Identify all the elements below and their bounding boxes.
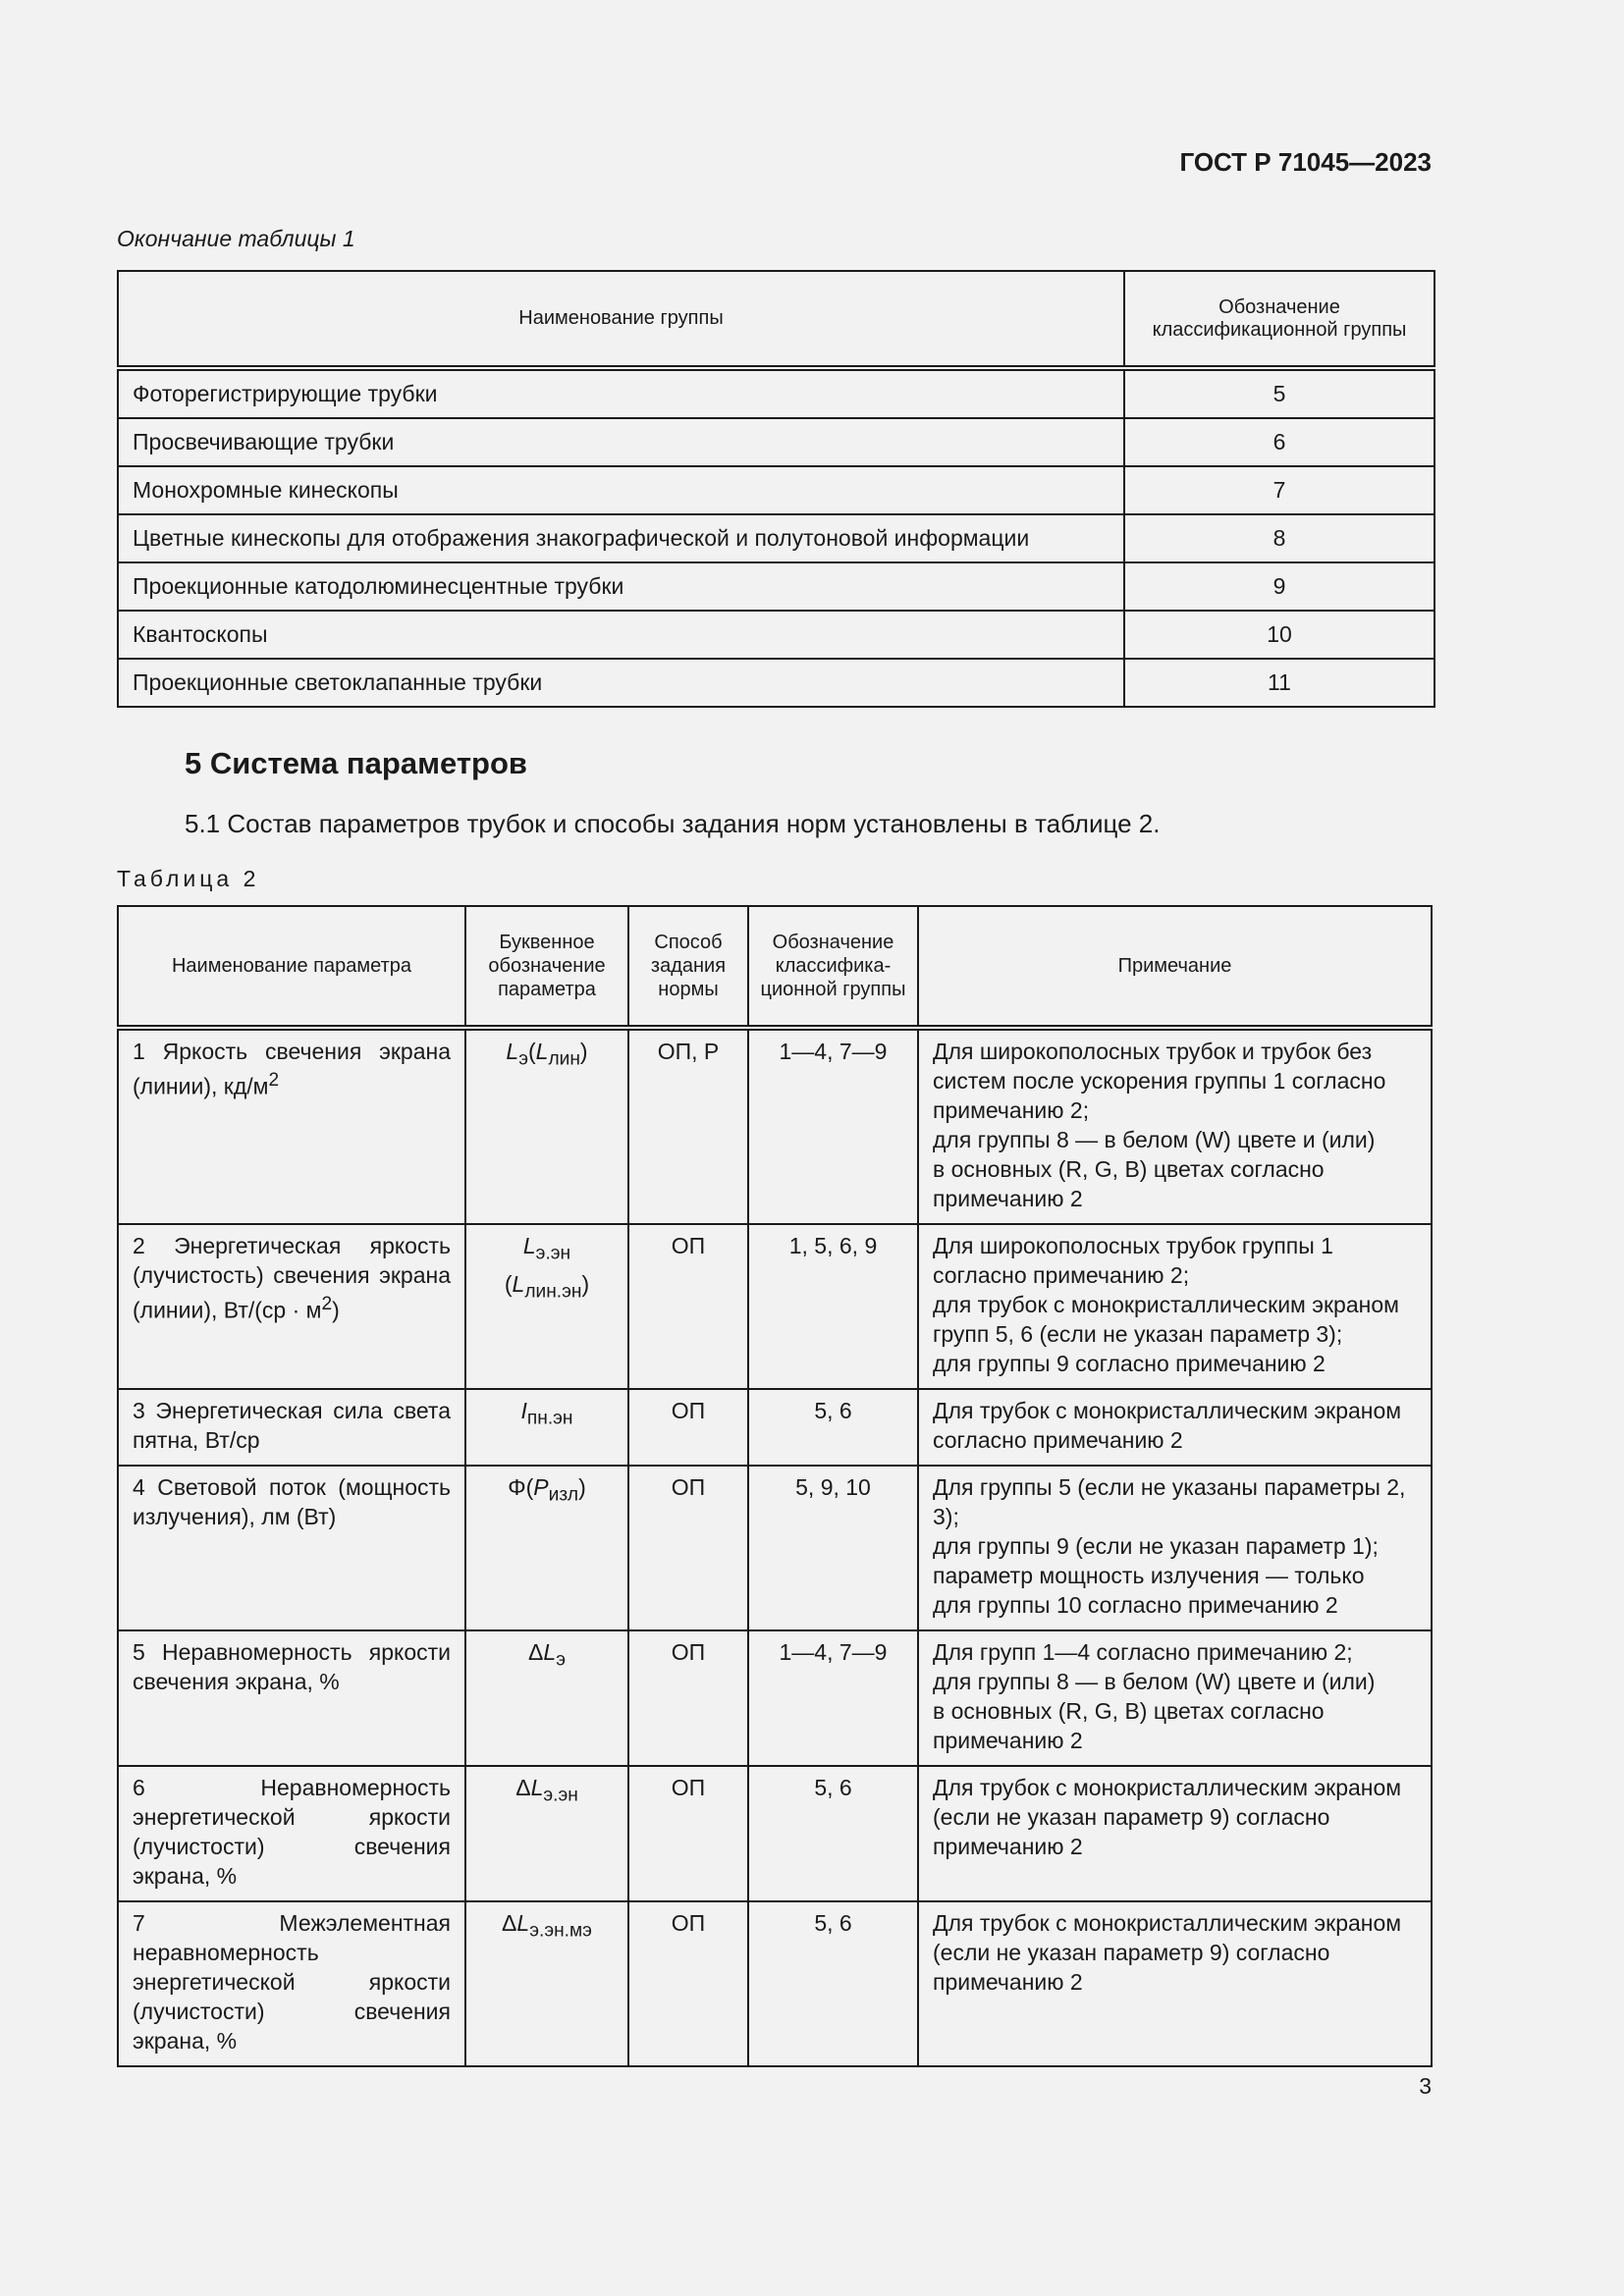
- section-heading: 5 Система параметров: [185, 746, 527, 780]
- symbol-letter: L: [530, 1775, 544, 1800]
- parameter-name-cell: [118, 1766, 465, 1901]
- parameter-symbol-cell: [465, 1901, 628, 2066]
- symbol-subscript: пн.эн: [526, 1408, 573, 1429]
- group-name-cell: Проекционные катодолюминесцентные трубки: [118, 562, 1124, 611]
- symbol-prefix: Δ: [515, 1775, 531, 1800]
- table-row: [118, 1630, 1432, 1766]
- group-code-cell: 6: [1124, 418, 1435, 466]
- table-row: [118, 1224, 1432, 1389]
- table2-header-note: Примечание: [918, 906, 1432, 1028]
- parameter-name: 6 Неравномерность энергетической яркости (лучистости) свечения экрана, %: [133, 1775, 451, 1889]
- note-line: Для широкополосных трубок группы 1 согласно примечанию 2;: [933, 1233, 1333, 1288]
- note-line: систем после ускорения группы 1 согласно примечанию 2;: [933, 1068, 1386, 1123]
- symbol-paren-open: (: [525, 1474, 534, 1500]
- table-row: [118, 514, 1435, 562]
- note-cell: [918, 1901, 1432, 2066]
- group-name-cell: Фоторегистрирующие трубки: [118, 368, 1124, 418]
- table2-header-method: Способ задания нормы: [628, 906, 748, 1028]
- class-group-cell: 5, 9, 10: [748, 1466, 918, 1630]
- class-group-cell: 5, 6: [748, 1766, 918, 1901]
- note-line: для трубок с монокристаллическим экраном групп 5, 6 (если не указан параметр 3);: [933, 1292, 1399, 1347]
- symbol-subscript: э.эн: [535, 1243, 571, 1264]
- group-code-cell: 8: [1124, 514, 1435, 562]
- parameter-symbol-cell: [465, 1389, 628, 1466]
- group-name-cell: Цветные кинескопы для отображения знакографической и полутоновой информации: [118, 514, 1124, 562]
- group-name-cell: Просвечивающие трубки: [118, 418, 1124, 466]
- note-line: Для широкополосных трубок и трубок без: [933, 1039, 1373, 1064]
- symbol-paren-open: (: [527, 1039, 536, 1064]
- symbol-subscript-alt: изл: [548, 1484, 579, 1506]
- parameter-symbol: [508, 1474, 586, 1506]
- parameter-symbol: [515, 1775, 578, 1806]
- symbol-subscript-alt: лин: [548, 1048, 580, 1070]
- note-cell: [918, 1766, 1432, 1901]
- symbol-paren-close: ): [578, 1474, 586, 1500]
- parameter-name: 4 Световой поток (мощность излучения), лм (Вт): [133, 1474, 451, 1529]
- note-cell: [918, 1028, 1432, 1224]
- norm-method-cell: ОП: [628, 1901, 748, 2066]
- note-line: для группы 9 согласно примечанию 2: [933, 1351, 1326, 1376]
- document-code: ГОСТ Р 71045—2023: [1179, 147, 1432, 177]
- parameter-symbol-cell: [465, 1766, 628, 1901]
- note-line: в основных (R, G, B) цветах согласно примечанию 2: [933, 1698, 1325, 1753]
- table-row: [118, 368, 1435, 418]
- note-line: для группы 10 согласно примечанию 2: [933, 1592, 1338, 1618]
- table2-header-groups: Обозначение классифика-ционной группы: [748, 906, 918, 1028]
- table-2: [117, 905, 1433, 2067]
- note-line: Для групп 1—4 согласно примечанию 2;: [933, 1639, 1353, 1665]
- class-group-cell: 1—4, 7—9: [748, 1630, 918, 1766]
- symbol-subscript: э: [556, 1649, 566, 1671]
- parameter-symbol: [528, 1639, 566, 1671]
- note-cell: [918, 1389, 1432, 1466]
- parameter-name-cell: [118, 1466, 465, 1630]
- page-number: 3: [1419, 2073, 1432, 2099]
- symbol-letter: L: [516, 1910, 530, 1936]
- parameter-name: 7 Межэлементная неравномерность энергетической яркости (лучистости) свечения экрана, %: [133, 1910, 451, 2054]
- symbol-prefix: Δ: [528, 1639, 544, 1665]
- table-row: [118, 611, 1435, 659]
- parameter-symbol-cell: [465, 1630, 628, 1766]
- parameter-name-cell: [118, 1901, 465, 2066]
- parameter-symbol-cell: [465, 1028, 628, 1224]
- note-cell: [918, 1224, 1432, 1389]
- symbol-letter: L: [522, 1233, 536, 1258]
- class-group-cell: 5, 6: [748, 1901, 918, 2066]
- note-line: в основных (R, G, B) цветах согласно примечанию 2: [933, 1156, 1325, 1211]
- symbol-prefix: Δ: [502, 1910, 517, 1936]
- group-name-cell: Проекционные светоклапанные трубки: [118, 659, 1124, 707]
- table-row: [118, 1389, 1432, 1466]
- group-code-cell: 11: [1124, 659, 1435, 707]
- group-name-cell: Монохромные кинескопы: [118, 466, 1124, 514]
- symbol-letter: I: [520, 1398, 527, 1423]
- symbol-letter: L: [543, 1639, 557, 1665]
- norm-method-cell: ОП: [628, 1389, 748, 1466]
- symbol-subscript: э: [518, 1048, 528, 1070]
- norm-method-cell: ОП: [628, 1630, 748, 1766]
- parameter-symbol: [504, 1233, 590, 1303]
- note-line: Для трубок с монокристаллическим экраном (если не указан параметр 9) согласно примечанию 2: [933, 1775, 1402, 1859]
- table-row: [118, 659, 1435, 707]
- table-row: [118, 1466, 1432, 1630]
- parameter-symbol: [506, 1039, 588, 1070]
- table1-header-code: Обозначение классификационной группы: [1124, 271, 1435, 368]
- symbol-letter: L: [506, 1039, 519, 1064]
- note-line: для группы 8 — в белом (W) цвете и (или): [933, 1669, 1376, 1694]
- table-row: [118, 1028, 1432, 1224]
- parameter-name-cell: [118, 1389, 465, 1466]
- table-row: [118, 1766, 1432, 1901]
- parameter-name-cell: [118, 1224, 465, 1389]
- parameter-name: 5 Неравномерность яркости свечения экрана, %: [133, 1639, 451, 1694]
- norm-method-cell: ОП, Р: [628, 1028, 748, 1224]
- table2-caption: Таблица 2: [117, 866, 260, 891]
- class-group-cell: 1, 5, 6, 9: [748, 1224, 918, 1389]
- symbol-letter-alt: L: [512, 1270, 525, 1297]
- table-row: [118, 466, 1435, 514]
- note-cell: [918, 1630, 1432, 1766]
- table2-header-name: Наименование параметра: [118, 906, 465, 1028]
- parameter-name-cell: [118, 1028, 465, 1224]
- symbol-letter-alt: L: [535, 1039, 549, 1064]
- class-group-cell: 5, 6: [748, 1389, 918, 1466]
- table-row: [118, 562, 1435, 611]
- group-name-cell: Квантоскопы: [118, 611, 1124, 659]
- table1-caption: Окончание таблицы 1: [117, 226, 355, 251]
- note-cell: [918, 1466, 1432, 1630]
- parameter-symbol-cell: [465, 1224, 628, 1389]
- parameter-symbol-cell: [465, 1466, 628, 1630]
- symbol-subscript: э.эн: [543, 1785, 578, 1806]
- note-line: Для группы 5 (если не указаны параметры 2, 3);: [933, 1474, 1406, 1529]
- symbol-paren-close: ): [581, 1270, 590, 1297]
- note-line: для группы 9 (если не указан параметр 1);: [933, 1533, 1379, 1559]
- parameter-name: 2 Энергетическая яркость (лучистость) свечения экрана (линии), Вт/(ср · м: [133, 1233, 451, 1323]
- parameter-name: 1 Яркость свечения экрана (линии), кд/м: [133, 1039, 451, 1099]
- note-line: Для трубок с монокристаллическим экраном (если не указан параметр 9) согласно примечанию 2: [933, 1910, 1402, 1995]
- symbol-letter-alt: P: [533, 1474, 549, 1500]
- note-line: Для трубок с монокристаллическим экраном согласно примечанию 2: [933, 1398, 1402, 1453]
- group-code-cell: 7: [1124, 466, 1435, 514]
- table1-header-name: Наименование группы: [118, 271, 1124, 368]
- class-group-cell: 1—4, 7—9: [748, 1028, 918, 1224]
- group-code-cell: 9: [1124, 562, 1435, 611]
- parameter-name: 3 Энергетическая сила света пятна, Вт/ср: [133, 1398, 451, 1453]
- symbol-paren-open: (: [504, 1270, 513, 1297]
- group-code-cell: 10: [1124, 611, 1435, 659]
- table-row: [118, 418, 1435, 466]
- norm-method-cell: ОП: [628, 1766, 748, 1901]
- parameter-unit-exponent: 2: [321, 1294, 333, 1314]
- table-1: [117, 270, 1435, 708]
- note-line: параметр мощность излучения — только: [933, 1563, 1365, 1588]
- parameter-symbol: [502, 1910, 592, 1942]
- section-paragraph: 5.1 Состав параметров трубок и способы задания норм установлены в таблице 2.: [185, 809, 1161, 838]
- note-line: для группы 8 — в белом (W) цвете и (или): [933, 1127, 1376, 1152]
- norm-method-cell: ОП: [628, 1466, 748, 1630]
- parameter-name-cell: [118, 1630, 465, 1766]
- parameter-name-tail: ): [332, 1297, 340, 1323]
- parameter-symbol: [520, 1398, 573, 1429]
- group-code-cell: 5: [1124, 368, 1435, 418]
- parameter-unit-exponent: 2: [268, 1070, 280, 1091]
- symbol-paren-close: ): [579, 1039, 588, 1064]
- symbol-subscript-alt: лин.эн: [524, 1281, 582, 1303]
- norm-method-cell: ОП: [628, 1224, 748, 1389]
- table2-header-symbol: Буквенное обозначение параметра: [465, 906, 628, 1028]
- symbol-subscript: э.эн.мэ: [529, 1920, 592, 1942]
- table-row: [118, 1901, 1432, 2066]
- symbol-prefix: Φ: [508, 1474, 526, 1500]
